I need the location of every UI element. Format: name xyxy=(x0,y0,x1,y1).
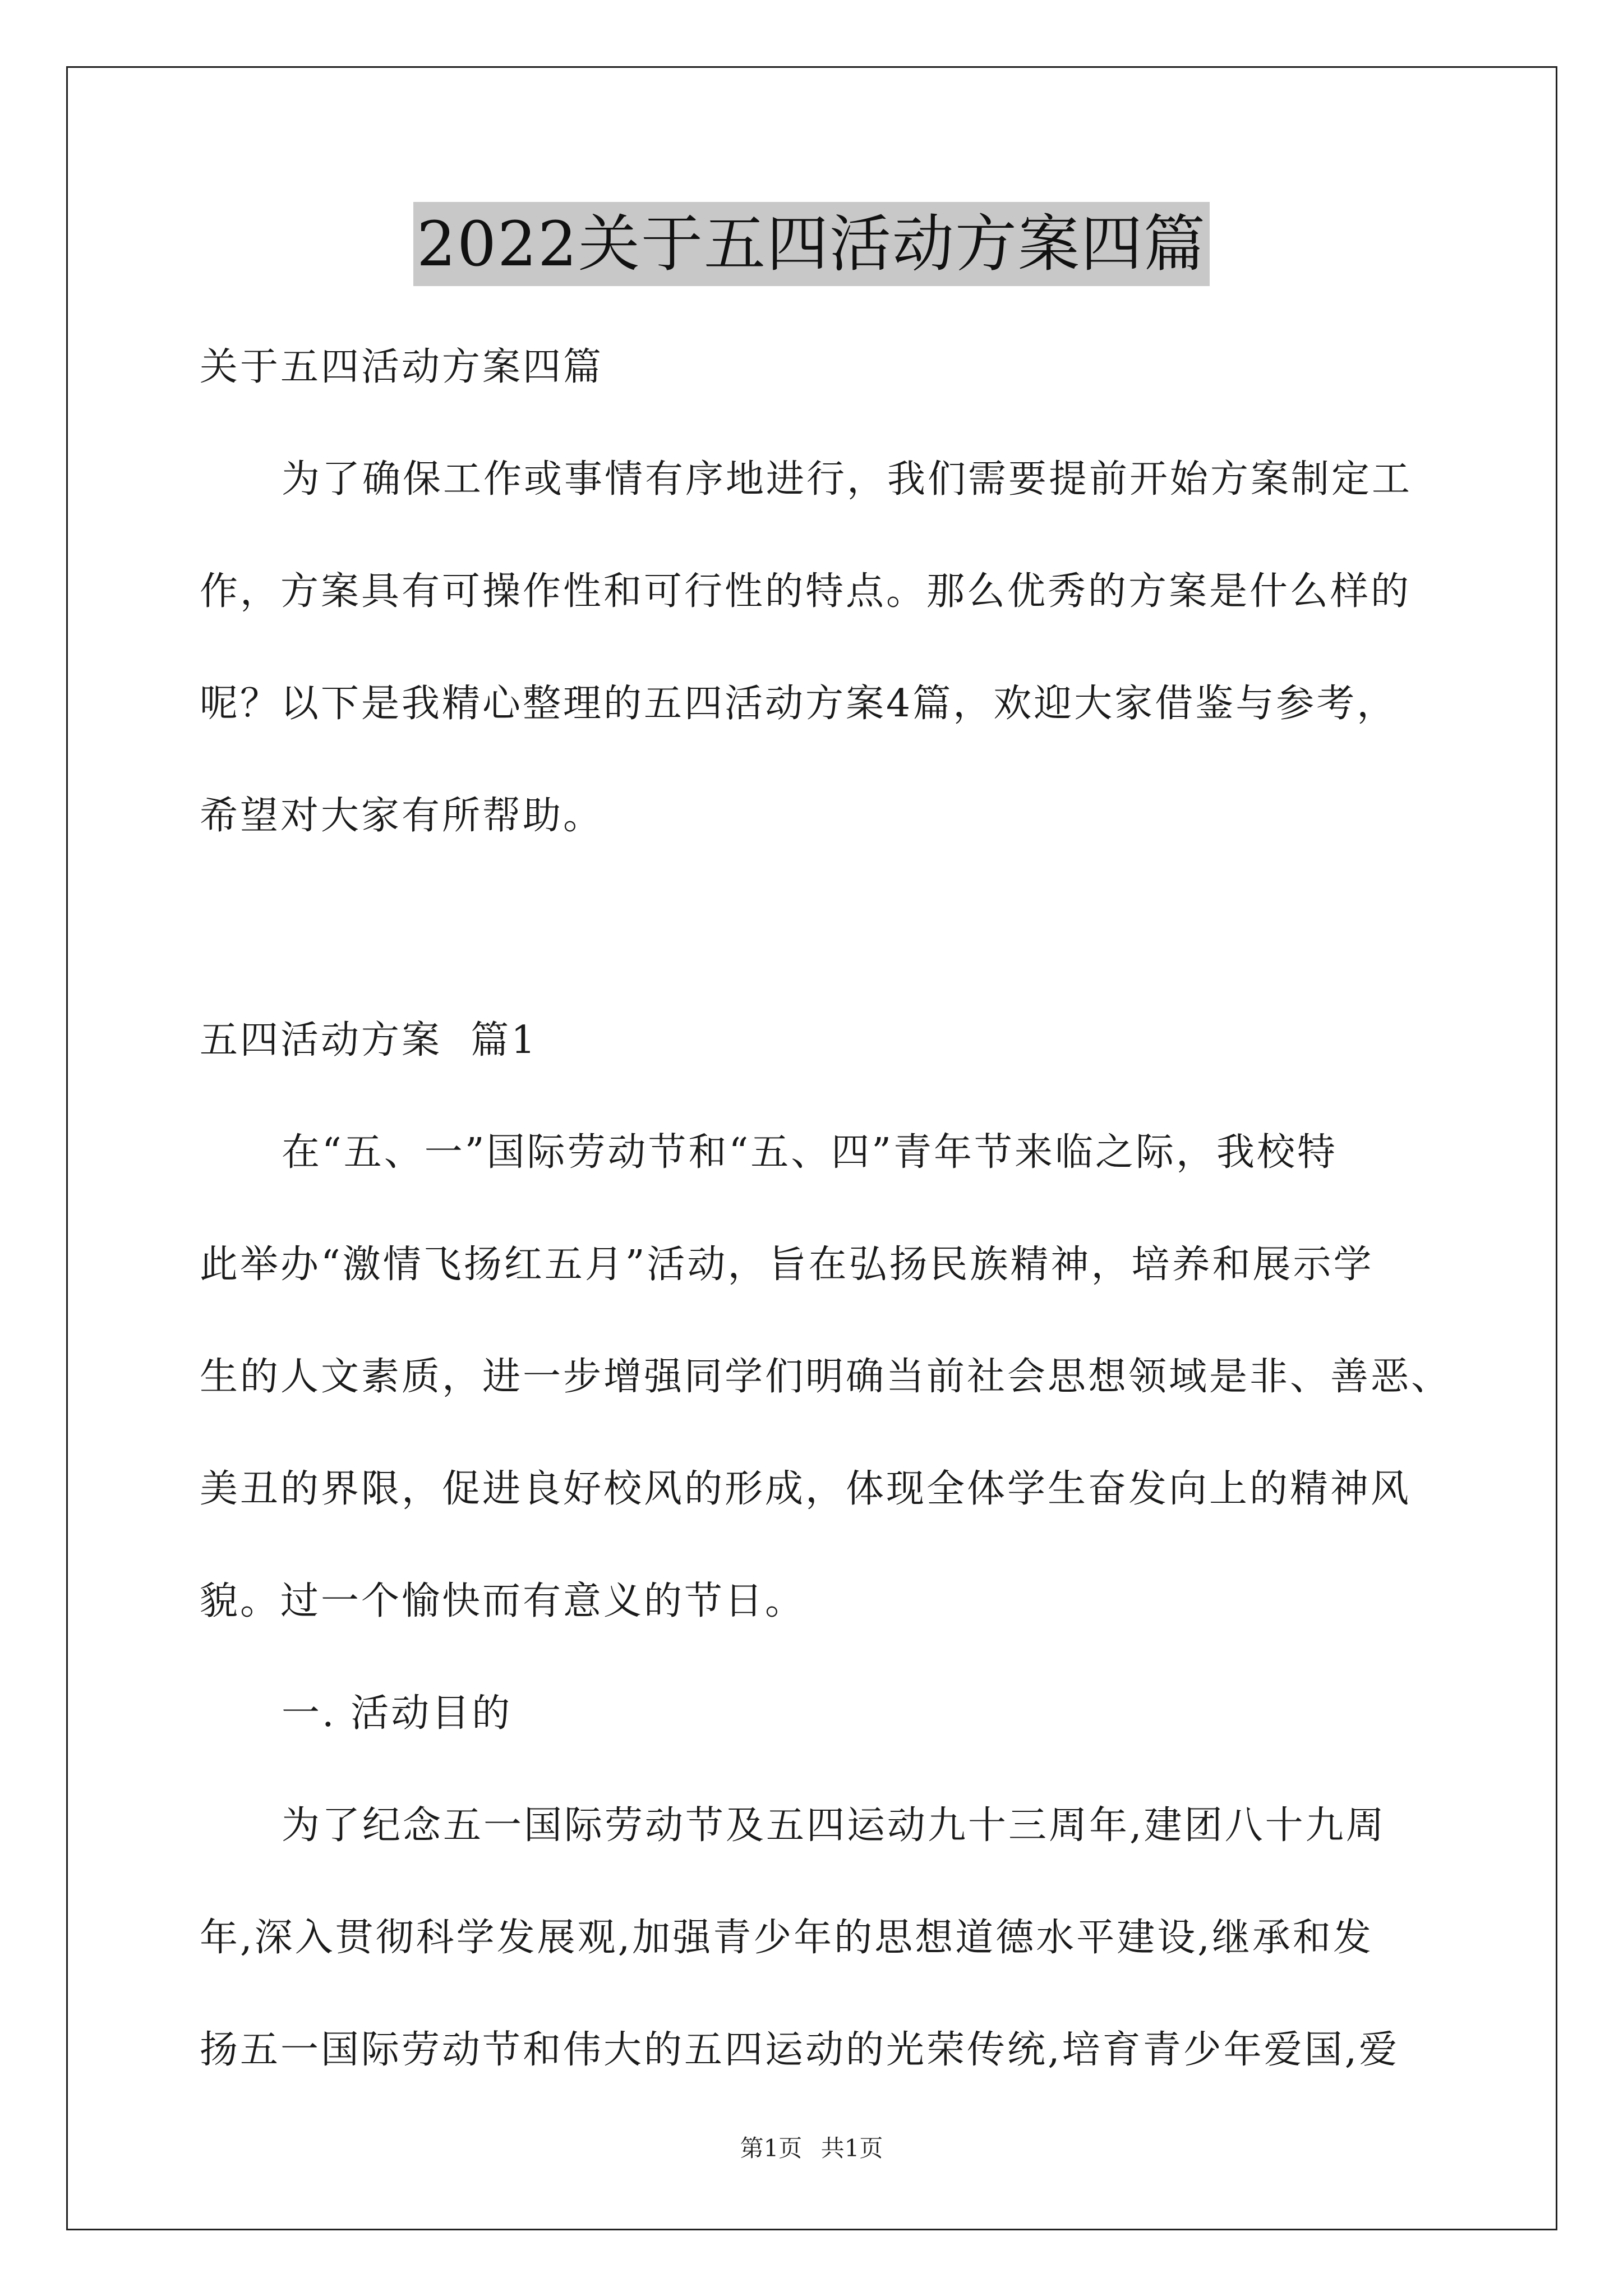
page-number: 第1页 xyxy=(740,2134,803,2162)
para2-line: 为了纪念五一国际劳动节及五四运动九十三周年,建团八十九周 xyxy=(282,1803,1386,1848)
para1-line: 在“五、一”国际劳动节和“五、四”青年节来临之际，我校特 xyxy=(282,1130,1338,1175)
para1-line: 此举办“激情飞扬红五月”活动，旨在弘扬民族精神，培养和展示学 xyxy=(200,1243,1374,1287)
item-heading: 一. 活动目的 xyxy=(282,1691,513,1736)
section-heading: 五四活动方案 篇1 xyxy=(200,1018,538,1062)
subtitle: 关于五四活动方案四篇 xyxy=(200,345,604,389)
page-footer xyxy=(0,2132,1623,2165)
intro-line: 呢？以下是我精心整理的五四活动方案4篇，欢迎大家借鉴与参考， xyxy=(200,682,1398,726)
para1-line: 美丑的界限，促进良好校风的形成，体现全体学生奋发向上的精神风 xyxy=(200,1467,1412,1511)
para2-line: 年,深入贯彻科学发展观,加强青少年的思想道德水平建设,继承和发 xyxy=(200,1916,1373,1960)
para2-line: 扬五一国际劳动节和伟大的五四运动的光荣传统,培育青少年爱国,爱 xyxy=(200,2028,1400,2072)
blank-line xyxy=(200,872,1450,984)
page-total: 共1页 xyxy=(820,2134,883,2162)
para1-line: 生的人文素质，进一步增强同学们明确当前社会思想领域是非、善恶、 xyxy=(200,1355,1452,1399)
intro-line: 为了确保工作或事情有序地进行，我们需要提前开始方案制定工 xyxy=(282,457,1413,501)
title-container xyxy=(0,202,1623,286)
document-title: 2022关于五四活动方案四篇 xyxy=(413,202,1210,286)
intro-line: 作，方案具有可操作性和可行性的特点。那么优秀的方案是什么样的 xyxy=(200,569,1412,614)
intro-line: 希望对大家有所帮助。 xyxy=(200,794,604,838)
document-body xyxy=(200,311,1450,2106)
para1-line: 貌。过一个愉快而有意义的节日。 xyxy=(200,1579,806,1623)
